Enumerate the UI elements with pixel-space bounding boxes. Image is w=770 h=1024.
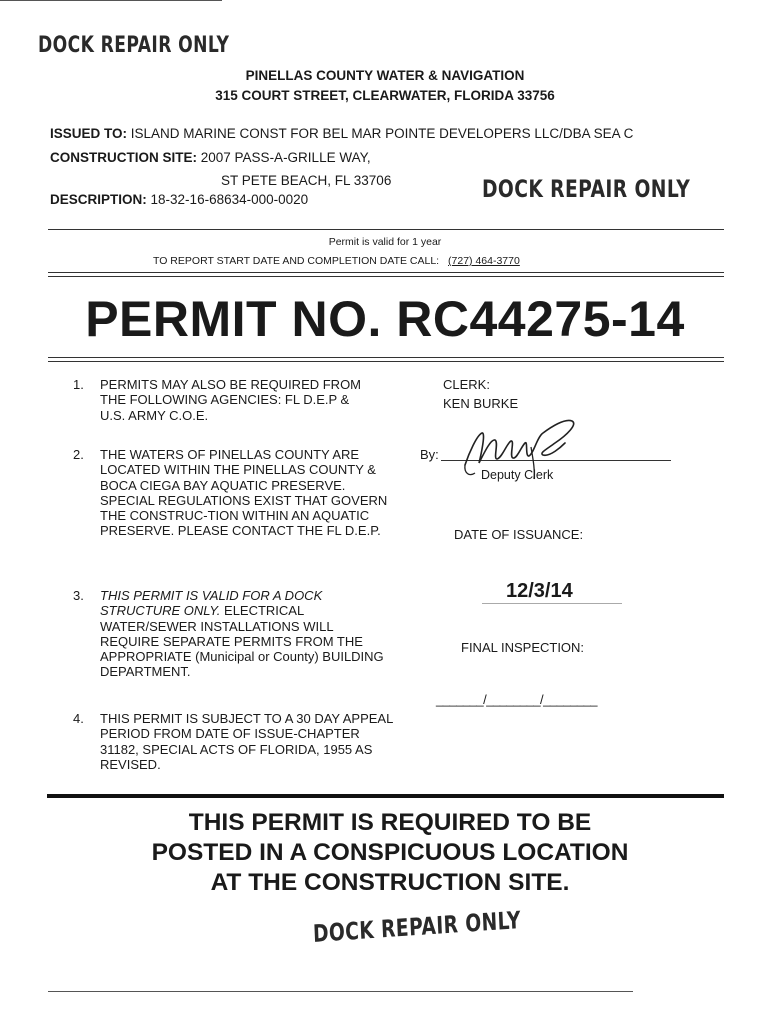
construction-site-line2: ST PETE BEACH, FL 33706 [221,173,392,188]
report-phone: (727) 464-3770 [448,255,520,267]
divider-line [48,357,724,358]
issued-to-value: ISLAND MARINE CONST FOR BEL MAR POINTE DEVELOPERS LLC/DBA SEA C [130,126,634,141]
final-inspection-label: FINAL INSPECTION: [461,640,585,655]
condition-text: THIS PERMIT IS SUBJECT TO A 30 DAY APPEAL PERIOD FROM DATE OF ISSUE-CHAPTER 31182, SPECIAL ACTS OF FLORIDA, 1955 AS REVISED. [100,711,393,772]
construction-site-line1: 2007 PASS-A-GRILLE WAY, [200,150,371,165]
report-row [153,255,520,267]
dock-repair-stamp-top: DOCK REPAIR ONLY [38,33,230,58]
description-label: DESCRIPTION: [50,192,147,207]
scan-edge-line [0,0,222,1]
footer-line-1: THIS PERMIT IS REQUIRED TO BE [188,809,592,836]
condition-number: 4. [73,711,84,726]
agency-address: 315 COURT STREET, CLEARWATER, FLORIDA 33756 [215,88,555,103]
dock-repair-stamp-bottom: DOCK REPAIR ONLY [312,906,522,948]
divider-line [48,229,724,230]
divider-line [48,361,724,362]
clerk-label: CLERK: [443,377,490,392]
bottom-line [48,991,633,992]
condition-text: PERMITS MAY ALSO BE REQUIRED FROM THE FOLLOWING AGENCIES: FL D.E.P & U.S. ARMY C.O.E. [100,377,362,423]
divider-line [48,276,724,277]
condition-text: ELECTRICAL WATER/SEWER INSTALLATIONS WILL REQUIRE SEPARATE PERMITS FROM THE APPROPRIATE (Municipal or County) BUILDING DEPARTMENT. [100,603,384,680]
footer-line-3: AT THE CONSTRUCTION SITE. [210,869,570,896]
construction-site-row [50,150,371,165]
issuance-date: 12/3/14 [506,580,573,602]
description-row [50,192,308,207]
thick-divider [47,794,724,798]
condition-text-wrapper [100,588,395,680]
date-of-issuance-label: DATE OF ISSUANCE: [454,527,584,542]
clerk-name: KEN BURKE [443,396,519,411]
final-inspection-date-blank: _______/________/________ [436,692,598,707]
condition-number: 3. [73,588,84,603]
permit-number: PERMIT NO. RC44275-14 [85,291,685,347]
deputy-clerk-label: Deputy Clerk [481,468,554,482]
dock-repair-stamp-middle: DOCK REPAIR ONLY [482,175,691,203]
condition-text: THE WATERS OF PINELLAS COUNTY ARE LOCATED WITHIN THE PINELLAS COUNTY & BOCA CIEGA BAY AQUATIC PRESERVE. SPECIAL REGULATIONS EXIST THAT GOVERN THE CONSTRUC-TION WITHIN AN AQUATIC PRESERVE. PLEASE CONTACT THE FL D.E.P. [100,447,388,539]
condition-number: 1. [73,377,84,392]
condition-text-italic: THIS PERMIT IS VALID FOR A DOCK STRUCTURE ONLY. [100,588,323,619]
description-value: 18-32-16-68634-000-0020 [150,192,309,207]
construction-site-label: CONSTRUCTION SITE: [50,150,197,165]
condition-number: 2. [73,447,84,462]
permit-valid-text: Permit is valid for 1 year [328,236,442,248]
footer-line-2: POSTED IN A CONSPICUOUS LOCATION [151,839,629,866]
report-text: TO REPORT START DATE AND COMPLETION DATE CALL: [153,255,440,267]
divider-line [48,272,724,273]
by-label: By: [420,447,439,462]
agency-name: PINELLAS COUNTY WATER & NAVIGATION [245,68,525,83]
issued-to-row [50,126,633,141]
issuance-date-line [482,603,622,604]
issued-to-label: ISSUED TO: [50,126,128,141]
